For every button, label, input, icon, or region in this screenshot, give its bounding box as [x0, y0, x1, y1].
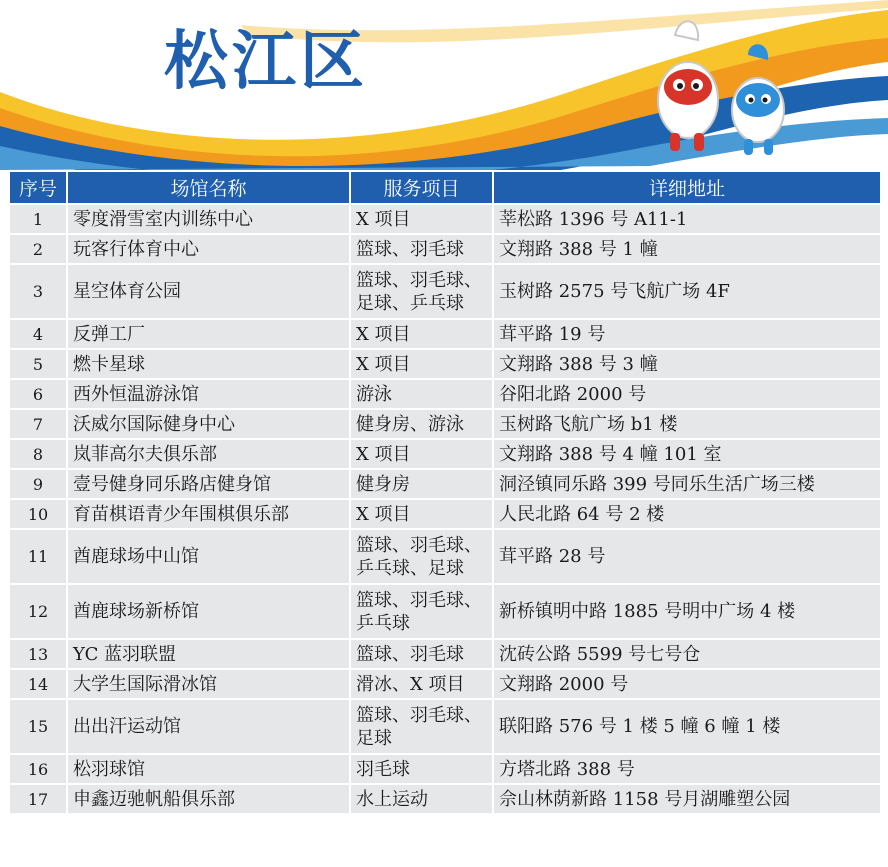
table-row: [9, 204, 881, 234]
venue-name: 育苗棋语青少年围棋俱乐部: [67, 499, 350, 529]
table-row: [9, 409, 881, 439]
venue-address: 谷阳北路 2000 号: [493, 379, 881, 409]
column-header-no: 序号: [9, 171, 67, 204]
mascot-pair-icon: [630, 5, 810, 170]
venue-address: 沈砖公路 5599 号七号仓: [493, 639, 881, 669]
service-items: X 项目: [350, 319, 493, 349]
service-items: 健身房、游泳: [350, 409, 493, 439]
venue-address: 联阳路 576 号 1 楼 5 幢 6 幢 1 楼: [493, 699, 881, 754]
table-row: [9, 584, 881, 639]
venue-name: 星空体育公园: [67, 264, 350, 319]
venue-name: 零度滑雪室内训练中心: [67, 204, 350, 234]
venue-table: [8, 170, 882, 815]
service-items: 篮球、羽毛球、足球: [350, 699, 493, 754]
venue-address: 洞泾镇同乐路 399 号同乐生活广场三楼: [493, 469, 881, 499]
row-number: 3: [9, 264, 67, 319]
table-row: [9, 319, 881, 349]
table-row: [9, 529, 881, 584]
table-row: [9, 349, 881, 379]
header-banner: [0, 0, 888, 170]
venue-name: 沃威尔国际健身中心: [67, 409, 350, 439]
venue-address: 玉树路飞航广场 b1 楼: [493, 409, 881, 439]
venue-address: 莘松路 1396 号 A11-1: [493, 204, 881, 234]
table-row: [9, 669, 881, 699]
venue-name: 酋鹿球场中山馆: [67, 529, 350, 584]
column-header-venue-name: 场馆名称: [67, 171, 350, 204]
venue-address: 方塔北路 388 号: [493, 754, 881, 784]
table-row: [9, 264, 881, 319]
row-number: 8: [9, 439, 67, 469]
service-items: 滑冰、X 项目: [350, 669, 493, 699]
district-title: 松江区: [164, 25, 368, 99]
venue-name: 出出汗运动馆: [67, 699, 350, 754]
row-number: 2: [9, 234, 67, 264]
service-items: 篮球、羽毛球: [350, 234, 493, 264]
venue-address: 文翔路 388 号 3 幢: [493, 349, 881, 379]
venue-name: 反弹工厂: [67, 319, 350, 349]
service-items: 篮球、羽毛球、乒乓球、足球: [350, 529, 493, 584]
service-items: 水上运动: [350, 784, 493, 814]
service-items: 游泳: [350, 379, 493, 409]
row-number: 5: [9, 349, 67, 379]
service-items: X 项目: [350, 349, 493, 379]
row-number: 12: [9, 584, 67, 639]
table-row: [9, 499, 881, 529]
row-number: 4: [9, 319, 67, 349]
row-number: 10: [9, 499, 67, 529]
venue-name: 燃卡星球: [67, 349, 350, 379]
venue-address: 新桥镇明中路 1885 号明中广场 4 楼: [493, 584, 881, 639]
table-row: [9, 784, 881, 814]
venue-address: 人民北路 64 号 2 楼: [493, 499, 881, 529]
service-items: X 项目: [350, 499, 493, 529]
venue-name: 壹号健身同乐路店健身馆: [67, 469, 350, 499]
row-number: 14: [9, 669, 67, 699]
table-row: [9, 699, 881, 754]
venue-name: 岚菲高尔夫俱乐部: [67, 439, 350, 469]
table-row: [9, 379, 881, 409]
venue-address: 文翔路 388 号 1 幢: [493, 234, 881, 264]
row-number: 17: [9, 784, 67, 814]
venue-address: 文翔路 388 号 4 幢 101 室: [493, 439, 881, 469]
table-row: [9, 234, 881, 264]
service-items: 篮球、羽毛球: [350, 639, 493, 669]
row-number: 11: [9, 529, 67, 584]
table-header-row: [9, 171, 881, 204]
venue-name: 申鑫迈驰帆船俱乐部: [67, 784, 350, 814]
row-number: 1: [9, 204, 67, 234]
venue-name: YC 蓝羽联盟: [67, 639, 350, 669]
venue-name: 大学生国际滑冰馆: [67, 669, 350, 699]
row-number: 15: [9, 699, 67, 754]
column-header-address: 详细地址: [493, 171, 881, 204]
service-items: X 项目: [350, 439, 493, 469]
venue-address: 茸平路 28 号: [493, 529, 881, 584]
venue-name: 玩客行体育中心: [67, 234, 350, 264]
service-items: 健身房: [350, 469, 493, 499]
service-items: X 项目: [350, 204, 493, 234]
venue-name: 酋鹿球场新桥馆: [67, 584, 350, 639]
venue-address: 文翔路 2000 号: [493, 669, 881, 699]
venue-name: 西外恒温游泳馆: [67, 379, 350, 409]
table-row: [9, 469, 881, 499]
venue-address: 玉树路 2575 号飞航广场 4F: [493, 264, 881, 319]
service-items: 篮球、羽毛球、足球、乒乓球: [350, 264, 493, 319]
venue-name: 松羽球馆: [67, 754, 350, 784]
service-items: 篮球、羽毛球、乒乓球: [350, 584, 493, 639]
row-number: 9: [9, 469, 67, 499]
table-row: [9, 639, 881, 669]
table-row: [9, 439, 881, 469]
venue-address: 佘山林荫新路 1158 号月湖雕塑公园: [493, 784, 881, 814]
row-number: 7: [9, 409, 67, 439]
table-row: [9, 754, 881, 784]
row-number: 16: [9, 754, 67, 784]
venue-address: 茸平路 19 号: [493, 319, 881, 349]
column-header-service: 服务项目: [350, 171, 493, 204]
row-number: 6: [9, 379, 67, 409]
service-items: 羽毛球: [350, 754, 493, 784]
row-number: 13: [9, 639, 67, 669]
